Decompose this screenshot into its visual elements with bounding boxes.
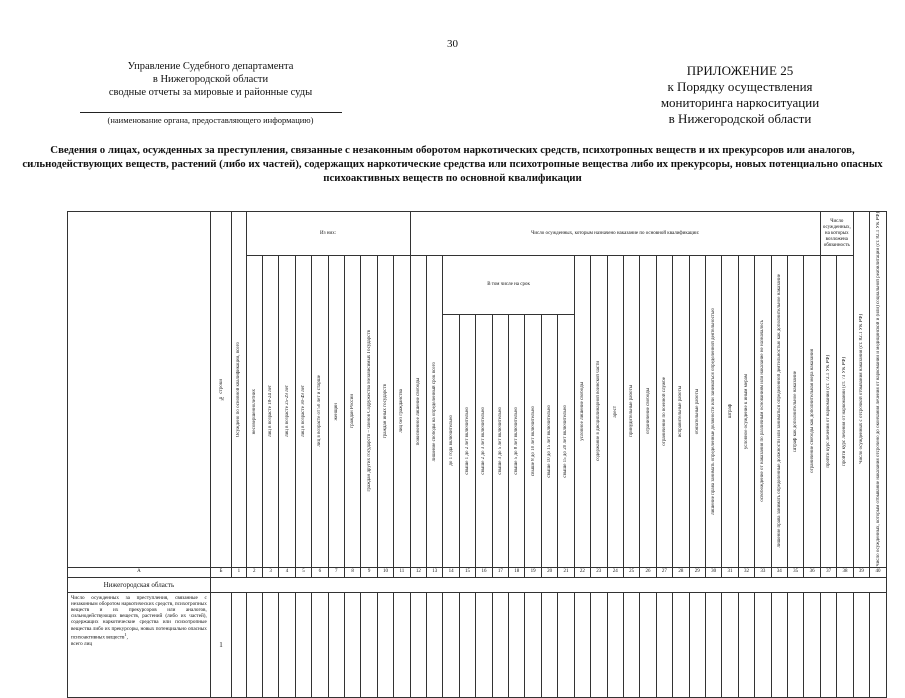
header-col: пожизненное лишение свободы <box>410 256 426 568</box>
column-number-cell: 10 <box>377 567 393 577</box>
footnote-mark: 1 <box>124 631 127 637</box>
column-number-cell: 23 <box>591 567 607 577</box>
table-cell[interactable] <box>312 592 328 697</box>
row-total-label: всего лиц <box>71 640 93 647</box>
header-col: женщин <box>328 256 344 568</box>
header-col: несовершеннолетних <box>246 256 262 568</box>
column-number-cell: 32 <box>738 567 754 577</box>
column-number-cell: 6 <box>312 567 328 577</box>
header-col: свыше 3 до 5 лет включительно <box>492 315 508 567</box>
column-number-cell: 9 <box>361 567 377 577</box>
appendix-header <box>640 63 840 127</box>
table-cell[interactable] <box>787 592 803 697</box>
column-number-cell: 29 <box>689 567 705 577</box>
column-number-cell: 14 <box>443 567 459 577</box>
column-number-cell: 37 <box>820 567 836 577</box>
column-number-cell: 18 <box>509 567 525 577</box>
report-table-container <box>67 211 887 649</box>
table-cell[interactable] <box>427 592 443 697</box>
org-underline <box>80 112 342 113</box>
column-number-cell: 36 <box>804 567 820 577</box>
region-row-empty <box>210 577 886 592</box>
column-number-cell: 15 <box>459 567 475 577</box>
column-number-cell: 39 <box>853 567 869 577</box>
column-number-cell: 21 <box>558 567 574 577</box>
header-col: ограничение свободы <box>640 256 656 568</box>
column-number-cell: 12 <box>410 567 426 577</box>
region-row <box>68 577 887 592</box>
header-col: штраф как дополнительное наказание <box>787 256 803 568</box>
appendix-line: к Порядку осуществления <box>667 79 813 94</box>
table-cell[interactable] <box>246 592 262 697</box>
header-col: пройти курс лечения от наркомании (ст. 72.1 УК РФ) <box>820 256 836 568</box>
table-cell[interactable] <box>804 592 820 697</box>
header-col: лиц в возрасте от 50 лет и старше <box>312 256 328 568</box>
header-col: условное лишение свободы <box>574 256 590 568</box>
column-number-cell: 26 <box>640 567 656 577</box>
table-cell[interactable] <box>837 592 853 697</box>
region-name: Нижегородская область <box>68 577 211 592</box>
column-number-cell: 7 <box>328 567 344 577</box>
header-group-obligation: Число осужденных, на которых возложена обязанность <box>820 212 853 256</box>
table-cell[interactable] <box>722 592 738 697</box>
header-col: свыше 1 до 2 лет включительно <box>459 315 475 567</box>
header-row-number: № строки <box>210 212 231 568</box>
appendix-line: мониторинга наркоситуации <box>660 95 820 110</box>
table-cell[interactable] <box>459 592 475 697</box>
header-col: лишение права занимать определенные должности или заниматься определенной деятельностью как дополнительное наказание <box>771 256 787 568</box>
header-group-term: В том числе на срок <box>443 256 574 315</box>
column-number-cell: 31 <box>722 567 738 577</box>
table-cell[interactable] <box>377 592 393 697</box>
header-deferred-treatment: Число осужденных, которым отбывание наказания отсрочено до окончания лечения от наркомании и медицинской и (или) социальной реабилитации (ст. 82.1 УК РФ) <box>870 212 887 568</box>
table-cell[interactable] <box>771 592 787 697</box>
header-col: свыше 10 до 15 лет включительно <box>541 315 557 567</box>
column-number-cell: 20 <box>541 567 557 577</box>
header-col: лиц в возрасте 25-29 лет <box>279 256 295 568</box>
column-number-cell: А <box>68 567 211 577</box>
table-cell[interactable] <box>541 592 557 697</box>
header-col: ограничение свободы как дополнительная мера наказания <box>804 256 820 568</box>
column-number-cell: 35 <box>787 567 803 577</box>
column-number-row <box>68 567 887 577</box>
table-row <box>68 592 887 697</box>
header-col: ограничение по военной службе <box>656 256 672 568</box>
page-number: 30 <box>447 38 458 50</box>
table-cell[interactable] <box>492 592 508 697</box>
table-cell[interactable] <box>656 592 672 697</box>
column-number-cell: Б <box>210 567 231 577</box>
table-cell[interactable] <box>640 592 656 697</box>
table-cell[interactable] <box>295 592 311 697</box>
column-number-cell: 28 <box>673 567 689 577</box>
column-number-cell: 24 <box>607 567 623 577</box>
header-col: граждан России <box>344 256 360 568</box>
header-deferred: Число осужденных с отсрочкой отбывания наказания (ст. 82.1 УК РФ) <box>853 212 869 568</box>
header-col: условное осуждение к иным мерам <box>738 256 754 568</box>
table-cell[interactable] <box>623 592 639 697</box>
header-col: свыше 8 до 10 лет включительно <box>525 315 541 567</box>
appendix-line: ПРИЛОЖЕНИЕ 25 <box>686 63 794 78</box>
row-description: Число осужденных за преступления, связанные с незаконным оборотом наркотических средств, психотропных веществ и их прекурсоров или аналогов, сильнодействующих веществ, растений (либо их частей), содержащих наркотические средства или психотропные вещества либо их прекурсоры, новых потенциально опасных психоактивных веществ$^1$, всего лиц <box>68 592 211 697</box>
table-cell[interactable] <box>509 592 525 697</box>
header-col: граждан иных государств <box>377 256 393 568</box>
organization-name <box>78 60 343 99</box>
table-cell[interactable] <box>591 592 607 697</box>
table-cell[interactable] <box>232 592 246 697</box>
column-number-cell: 11 <box>394 567 410 577</box>
org-caption: (наименование органа, предоставляющего информацию) <box>107 115 314 125</box>
table-cell[interactable] <box>476 592 492 697</box>
header-col: лиц без гражданства <box>394 256 410 568</box>
header-col: лишение свободы на определенный срок всего <box>427 256 443 568</box>
header-convicted-total: Осуждено по основной квалификации, всего <box>232 212 246 568</box>
column-number-cell: 1 <box>232 567 246 577</box>
table-cell[interactable] <box>361 592 377 697</box>
header-col: арест <box>607 256 623 568</box>
column-number-cell: 40 <box>870 567 887 577</box>
column-number-cell: 27 <box>656 567 672 577</box>
header-col: принудительные работы <box>623 256 639 568</box>
row-number: 1 <box>210 592 231 697</box>
report-table <box>67 211 887 698</box>
column-number-cell: 4 <box>279 567 295 577</box>
header-col: свыше 2 до 3 лет включительно <box>476 315 492 567</box>
header-col: лишение права занимать определенные должности или заниматься определенной деятельностью <box>705 256 721 568</box>
table-cell[interactable] <box>328 592 344 697</box>
column-number-cell: 38 <box>837 567 853 577</box>
column-number-cell: 30 <box>705 567 721 577</box>
column-number-cell: 33 <box>755 567 771 577</box>
table-cell[interactable] <box>738 592 754 697</box>
table-cell[interactable] <box>410 592 426 697</box>
header-col: до 1 года включительно <box>443 315 459 567</box>
table-cell[interactable] <box>262 592 278 697</box>
table-cell[interactable] <box>689 592 705 697</box>
table-cell[interactable] <box>574 592 590 697</box>
column-number-cell: 17 <box>492 567 508 577</box>
table-cell[interactable] <box>607 592 623 697</box>
table-cell[interactable] <box>870 592 887 697</box>
org-line: в Нижегородской области <box>152 74 269 85</box>
table-cell[interactable] <box>344 592 360 697</box>
header-group-punishment: Число осужденных, которым назначено наказание по основной квалификации: <box>410 212 820 256</box>
header-col: обязательные работы <box>689 256 705 568</box>
header-col: граждан других государств – членов Содружества Независимых Государств <box>361 256 377 568</box>
header-col: штраф <box>722 256 738 568</box>
table-cell[interactable] <box>443 592 459 697</box>
table-cell[interactable] <box>755 592 771 697</box>
header-col: пройти курс лечения от наркомании (ст. 73 УК РФ) <box>837 256 853 568</box>
table-cell[interactable] <box>394 592 410 697</box>
header-col: освобождение от наказания по различным основаниям или наказание не назначалось <box>755 256 771 568</box>
header-blank-a <box>68 212 211 568</box>
column-number-cell: 25 <box>623 567 639 577</box>
header-col: лиц в возрасте 30-49 лет <box>295 256 311 568</box>
header-col: лиц в возрасте 18-24 лет <box>262 256 278 568</box>
column-number-cell: 3 <box>262 567 278 577</box>
column-number-cell: 22 <box>574 567 590 577</box>
org-line: сводные отчеты за мировые и районные суды <box>108 87 313 98</box>
table-cell[interactable] <box>705 592 721 697</box>
column-number-cell: 34 <box>771 567 787 577</box>
header-col: исправительные работы <box>673 256 689 568</box>
table-cell[interactable] <box>673 592 689 697</box>
header-col: свыше 5 до 8 лет включительно <box>509 315 525 567</box>
org-line: Управление Судебного департамента <box>127 61 294 72</box>
header-group-of-them: Из них: <box>246 212 410 256</box>
column-number-cell: 13 <box>427 567 443 577</box>
document-title: Сведения о лицах, осужденных за преступления, связанные с незаконным оборотом наркотических средств, психотропных веществ и их прекурсоров или аналогов, сильнодействующих веществ, растений (либо их частей), содержащих наркотические средства или психотропные вещества либо их прекурсоры, новых потенциально опасных психоактивных веществ по основной квалификации <box>22 144 883 184</box>
header-col: содержание в дисциплинарной воинской части <box>591 256 607 568</box>
column-number-cell: 19 <box>525 567 541 577</box>
column-number-cell: 8 <box>344 567 360 577</box>
table-cell[interactable] <box>820 592 836 697</box>
column-number-cell: 16 <box>476 567 492 577</box>
table-cell[interactable] <box>558 592 574 697</box>
header-col: свыше 15 до 20 лет включительно <box>558 315 574 567</box>
table-cell[interactable] <box>279 592 295 697</box>
table-cell[interactable] <box>525 592 541 697</box>
column-number-cell: 5 <box>295 567 311 577</box>
table-cell[interactable] <box>853 592 869 697</box>
column-number-cell: 2 <box>246 567 262 577</box>
appendix-line: в Нижегородской области <box>668 111 812 126</box>
